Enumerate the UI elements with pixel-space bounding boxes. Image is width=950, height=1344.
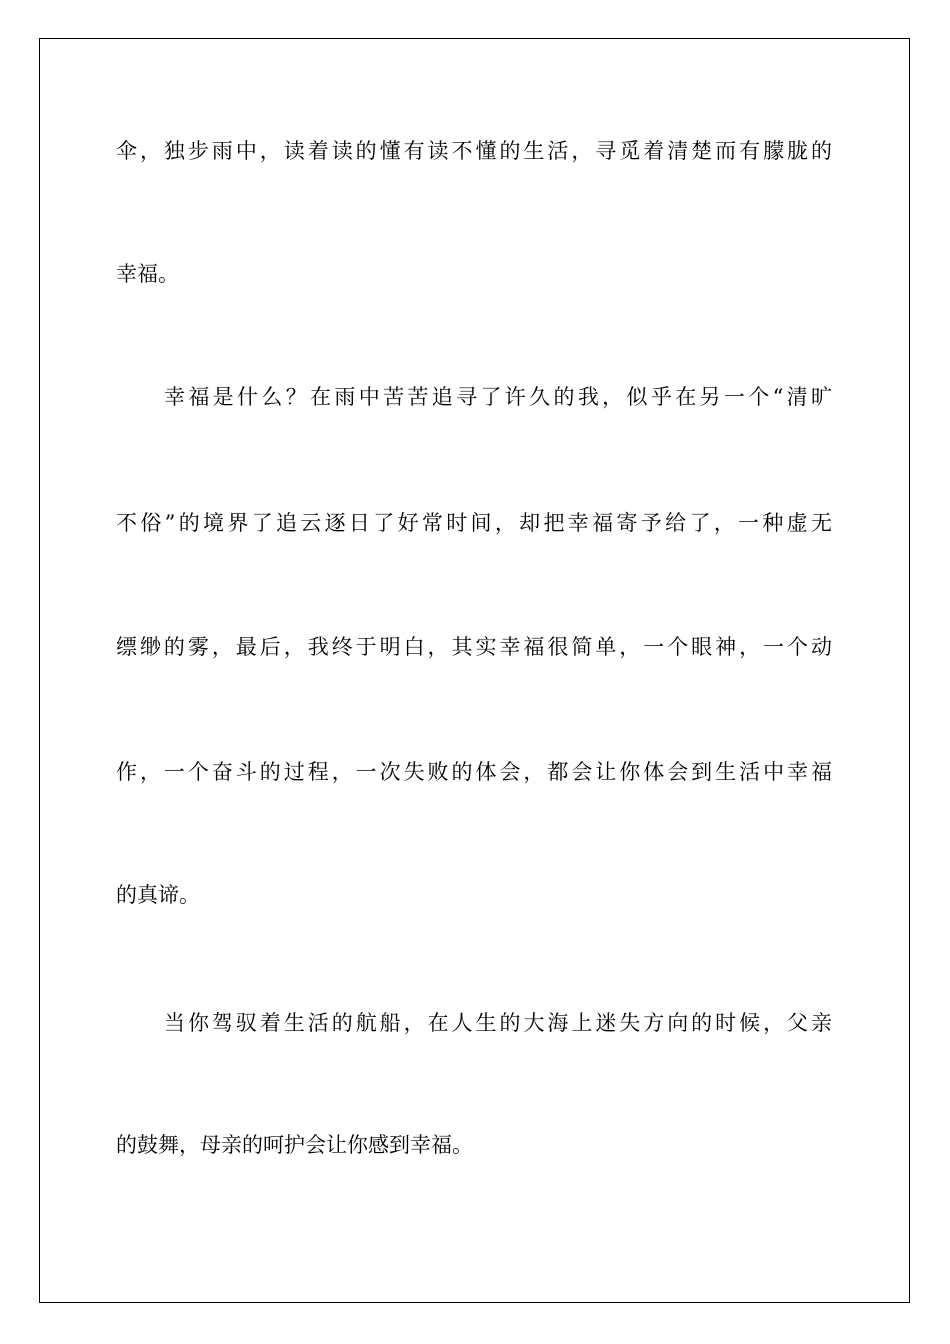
text-line: 缥缈的雾，最后，我终于明白，其实幸福很简单，一个眼神，一个动 (116, 635, 832, 659)
paragraph-first-line: 幸福是什么？在雨中苦苦追寻了许久的我，似乎在另一个“清旷 (164, 385, 832, 409)
text-line: 幸福。 (116, 262, 179, 286)
text-line: 伞，独步雨中，读着读的懂有读不懂的生活，寻觅着清楚而有朦胧的 (116, 139, 832, 163)
page-border (39, 38, 910, 1303)
text-line: 的真谛。 (116, 883, 200, 907)
text-line: 不俗”的境界了追云逐日了好常时间，却把幸福寄予给了，一种虚无 (116, 511, 832, 535)
paragraph-first-line: 当你驾驭着生活的航船，在人生的大海上迷失方向的时候，父亲 (164, 1011, 832, 1035)
text-line: 作，一个奋斗的过程，一次失败的体会，都会让你体会到生活中幸福 (116, 760, 832, 784)
text-line: 的鼓舞，母亲的呵护会让你感到幸福。 (116, 1133, 473, 1157)
